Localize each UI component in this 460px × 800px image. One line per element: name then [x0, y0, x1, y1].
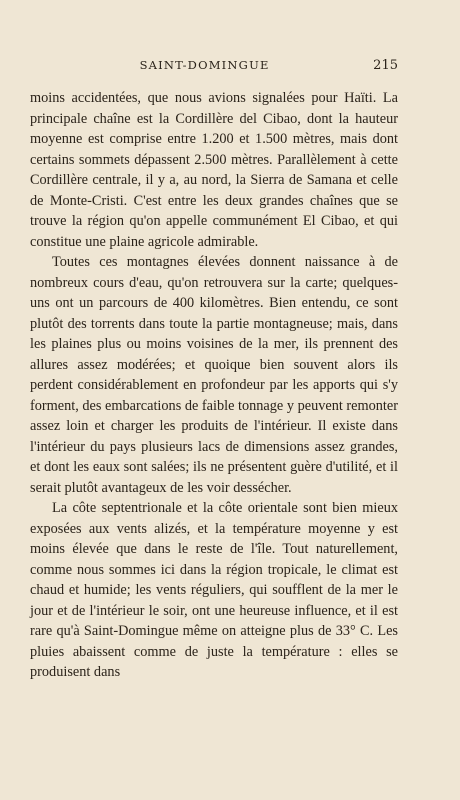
running-header: [30, 58, 398, 78]
body-text: [30, 88, 398, 683]
page-number: 215: [373, 58, 398, 73]
paragraph-continuation: moins accidentées, que nous avions signalées pour Haïti. La principale chaîne est la Cordillère del Cibao, dont la hauteur moyenne est comprise entre 1.200 et 1.500 mètres, mais dont certains sommets dépassent 2.500 mètres. Parallèlement à cette Cordillère centrale, il y a, au nord, la Sierra de Samana et celle de Monte-Cristi. C'est entre les deux grandes chaînes que se trouve la région qu'on appelle communément El Cibao, et qui constitue une plaine agricole admirable.: [30, 90, 398, 250]
running-title: SAINT-DOMINGUE: [139, 58, 270, 72]
paragraph-rivers: Toutes ces montagnes élevées donnent naissance à de nombreux cours d'eau, qu'on retrouvera sur la carte; quelques-uns ont un parcours de 400 kilomètres. Bien entendu, ce sont plutôt des torrents dans toute la partie montagneuse; mais, dans les plaines plus ou moins voisines de la mer, ils prennent des allures assez modérées; et quoique bien souvent alors ils perdent considérablement en profondeur par les apports qui s'y forment, des embarcations de faible tonnage y peuvent remonter assez loin et charger les produits de l'intérieur. Il existe dans l'intérieur du pays plusieurs lacs de dimensions assez grandes, et dont les eaux sont salées; ils ne présentent guère d'utilité, et il serait plutôt avantageux de les voir dessécher.: [30, 254, 399, 496]
paragraph-climate: La côte septentrionale et la côte orientale sont bien mieux exposées aux vents alizés, et la température moyenne y est moins élevée que dans le reste de l'île. Tout naturellement, comme nous sommes ici dans la région tropicale, le climat est chaud et humide; les vents réguliers, qui soufflent de la mer le jour et de l'intérieur le soir, ont une heureuse influence, et il est rare qu'à Saint-Domingue même on atteigne plus de 33° C. Les pluies abaissent comme de juste la température : elles se produisent dans: [30, 500, 398, 680]
